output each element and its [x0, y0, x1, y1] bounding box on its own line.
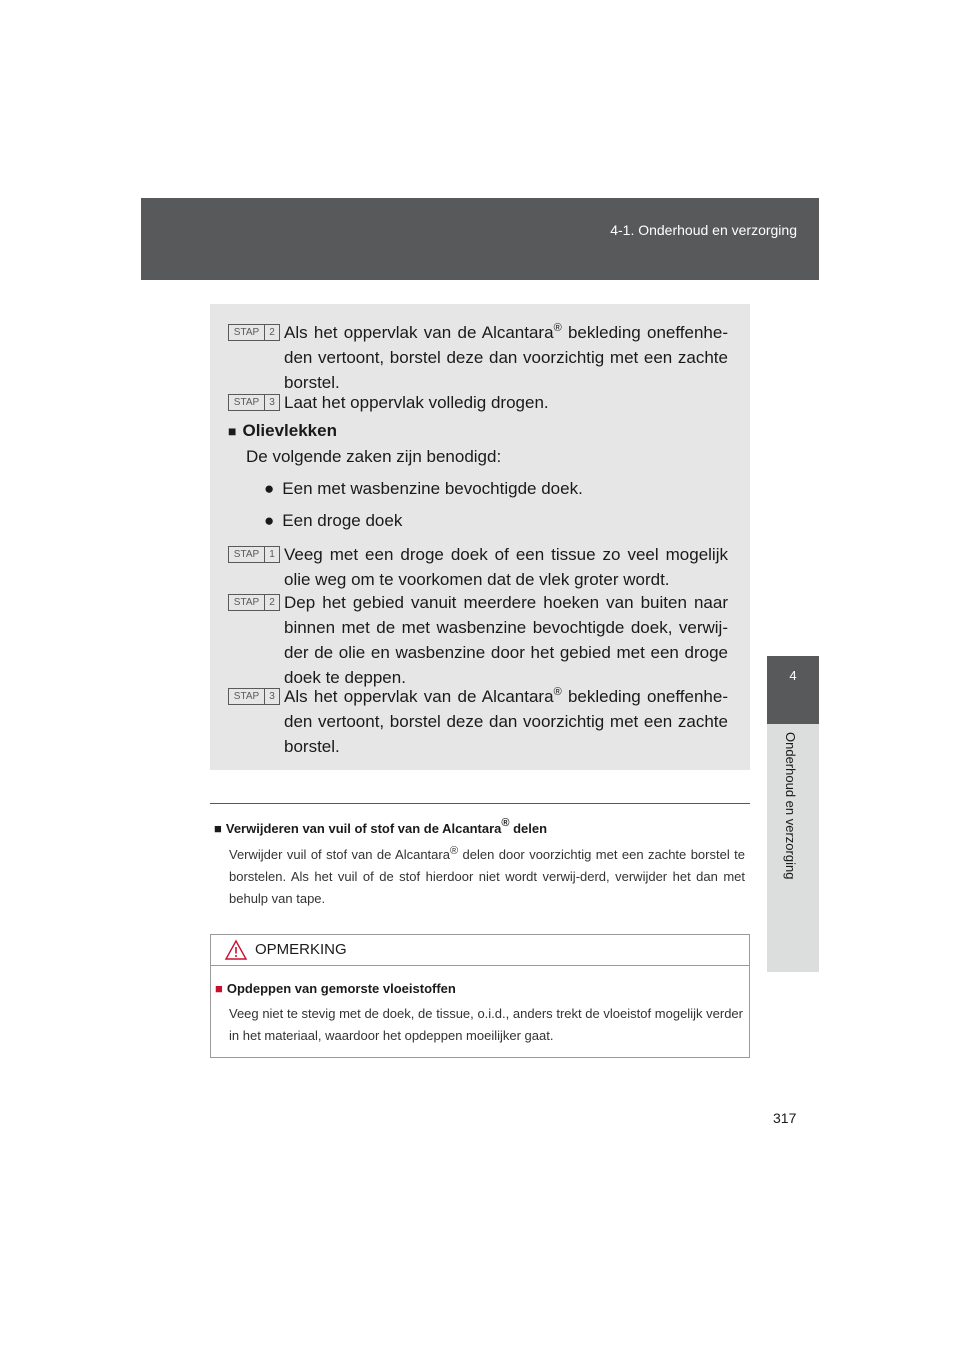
- bullet-icon: ●: [264, 479, 275, 498]
- list-item-text: Een met wasbenzine bevochtigde doek.: [282, 479, 583, 498]
- caution-title: [215, 981, 456, 996]
- list-item-text: Een droge doek: [282, 511, 403, 530]
- step-text-part: bekleding oneffenhe-den vertoont, borstel deze dan voorzichtig met een zachte borstel.: [284, 687, 728, 756]
- step-badge: [228, 324, 280, 341]
- step-badge-word: STAP: [229, 395, 265, 410]
- chapter-tab: [767, 656, 819, 724]
- step-badge: [228, 594, 280, 611]
- section-title: [228, 418, 337, 444]
- step-badge-word: STAP: [229, 689, 265, 704]
- header-title: 4-1. Onderhoud en verzorging: [610, 222, 797, 238]
- step-badge-number: 3: [269, 397, 275, 408]
- step-item: [228, 320, 728, 395]
- caution-header: [211, 935, 749, 966]
- step-text: Dep het gebied vanuit meerdere hoeken van buiten naar binnen met de met wasbenzine bevochtigde doek, verwij-der de olie en wasbenzine door het gebied met een droge doek te deppen.: [284, 593, 728, 687]
- note-body: [229, 844, 745, 910]
- step-text-part: Als het oppervlak van de Alcantara: [284, 323, 554, 342]
- divider: [210, 803, 750, 804]
- step-item: [228, 542, 728, 592]
- registered-mark: ®: [449, 845, 459, 857]
- step-text: [284, 684, 728, 759]
- registered-mark: ®: [553, 322, 562, 334]
- step-text-part: bekleding oneffenhe-den vertoont, borstel deze dan voorzichtig met een zachte borstel.: [284, 323, 728, 392]
- bullet-icon: ●: [264, 511, 275, 530]
- step-badge: [228, 546, 280, 563]
- list-item: [264, 508, 402, 533]
- section-intro: De volgende zaken zijn benodigd:: [246, 447, 502, 466]
- section-title-text: Olievlekken: [242, 421, 337, 440]
- registered-mark: ®: [501, 817, 510, 829]
- chapter-label: Onderhoud en verzorging: [783, 732, 798, 880]
- note-body-text: delen door voorzichtig met een zachte borstel te borstelen. Als het vuil of de stof hierdoor niet wordt verwij-derd, verwijder het dan met behulp van tape.: [229, 847, 745, 906]
- square-bullet-icon: ■: [215, 981, 223, 996]
- step-item: [228, 684, 728, 759]
- step-text: Veeg met een droge doek of een tissue zo veel mogelijk olie weg om te voorkomen dat de vlek groter wordt.: [284, 545, 728, 589]
- step-item: [228, 390, 728, 415]
- step-badge-word: STAP: [229, 325, 265, 340]
- chapter-number: 4: [789, 668, 797, 683]
- note-title-text: Verwijderen van vuil of stof van de Alcantara: [225, 821, 502, 836]
- square-bullet-icon: ■: [214, 821, 222, 836]
- page-header: [141, 198, 819, 280]
- step-badge: [228, 394, 280, 411]
- step-badge: [228, 688, 280, 705]
- warning-triangle-icon: [224, 939, 248, 966]
- step-text-part: Als het oppervlak van de Alcantara: [284, 687, 554, 706]
- step-badge-number: 3: [269, 691, 275, 702]
- note-title: [214, 817, 548, 836]
- step-badge-word: STAP: [229, 595, 265, 610]
- chapter-label-container: [767, 724, 819, 972]
- step-text: [284, 320, 728, 395]
- step-badge-number: 2: [269, 327, 275, 338]
- caution-text: Veeg niet te stevig met de doek, de tissue, o.i.d., anders trekt de vloeistof mogelijk verder in het materiaal, waardoor het opdeppen moeilijker gaat.: [229, 1006, 743, 1043]
- step-badge-number: 2: [269, 597, 275, 608]
- steps-box: [210, 304, 750, 770]
- step-badge-number: 1: [269, 549, 275, 560]
- caution-box: [210, 934, 750, 1058]
- step-item: [228, 590, 728, 690]
- list-item: [264, 476, 583, 501]
- square-bullet-icon: ■: [228, 423, 237, 439]
- page-number: 317: [773, 1110, 797, 1126]
- note-title-text: delen: [509, 821, 548, 836]
- caution-label: OPMERKING: [255, 941, 347, 958]
- registered-mark: ®: [553, 686, 562, 698]
- step-text: Laat het oppervlak volledig drogen.: [284, 393, 549, 412]
- note-body-text: Verwijder vuil of stof van de Alcantara: [229, 847, 450, 862]
- caution-title-text: Opdeppen van gemorste vloeistoffen: [226, 981, 456, 996]
- step-badge-word: STAP: [229, 547, 265, 562]
